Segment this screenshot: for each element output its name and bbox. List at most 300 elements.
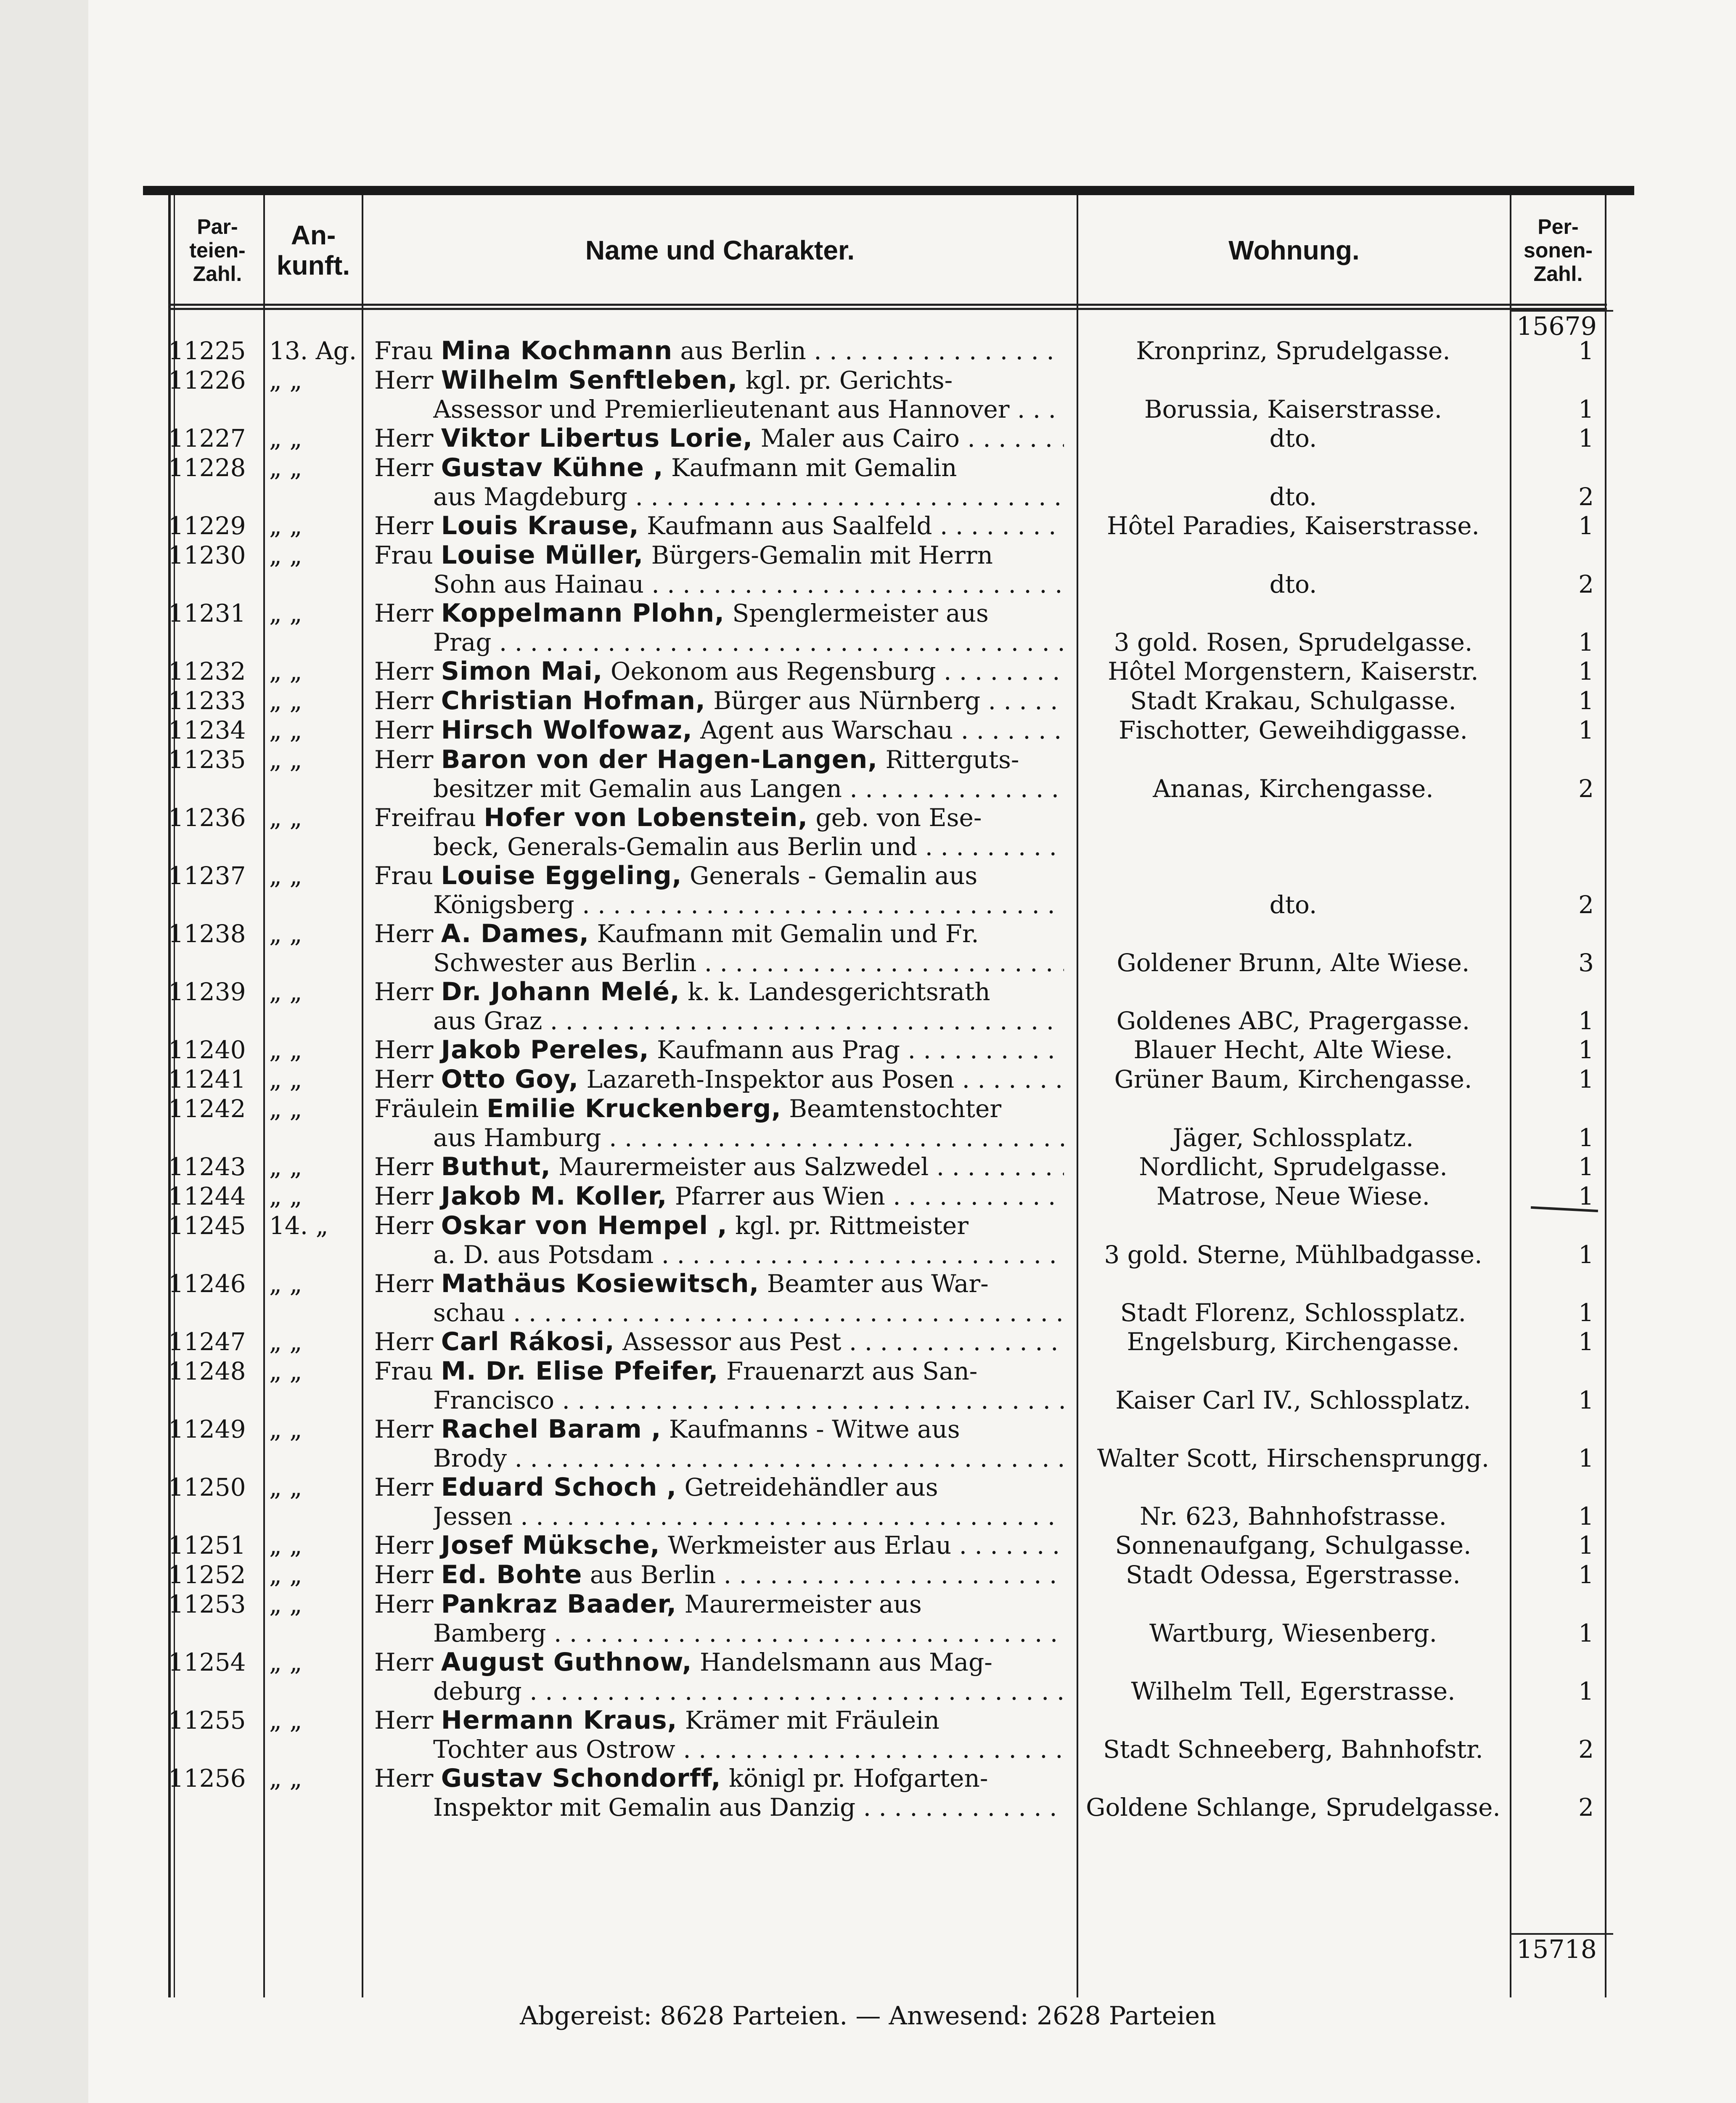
party-number: 11239 [168,977,246,1006]
guest-name: A. Dames, [441,919,590,948]
party-number: 11228 [168,453,246,482]
guest-description: Maler aus Cairo [760,424,960,453]
arrival-date: „ „ [269,541,302,569]
guest-name-line [374,511,1064,540]
guest-name: Eduard Schoch , [441,1473,677,1502]
party-number: 11254 [168,1648,246,1677]
anwesend-label: Anwesend: [889,2001,1029,2031]
guest-name-line [374,1415,1064,1444]
party-number: 11248 [168,1357,246,1385]
guest-name-line [374,453,1064,482]
salutation: Herr [374,919,434,948]
guest-description: Bürger aus Nürnberg [713,686,981,715]
party-number: 11229 [168,511,246,540]
arrival-date: „ „ [269,1182,302,1210]
arrival-date: „ „ [269,1590,302,1618]
lodging-address: dto. [1269,424,1317,453]
guest-name-line [374,1036,1064,1065]
guest-description: aus Berlin [590,1560,716,1589]
arrival-date: 14. „ [269,1211,328,1240]
table-row [0,1764,1736,1822]
table-row [0,1706,1736,1764]
lodging-address: Jäger, Schlossplatz. [1172,1123,1414,1152]
salutation: Herr [374,599,434,628]
person-count: 1 [1578,1152,1594,1181]
guest-description: geb. von Ese- [815,803,982,832]
salutation: Herr [374,1269,434,1298]
salutation: Frau [374,541,433,569]
person-count: 1 [1578,1444,1594,1473]
arrival-date: „ „ [269,1357,302,1385]
guest-name: Carl Rákosi, [441,1327,615,1356]
party-number: 11250 [168,1473,246,1502]
salutation: Herr [374,1036,434,1064]
lodging-address: Ananas, Kirchengasse. [1153,774,1434,803]
salutation: Herr [374,1473,434,1502]
lodging-address: Stadt Odessa, Egerstrasse. [1126,1560,1461,1589]
table-row [0,1415,1736,1473]
arrival-date: „ „ [269,1036,302,1064]
salutation: Herr [374,1590,434,1618]
lodging-address: Nr. 623, Bahnhofstrasse. [1140,1502,1447,1531]
guest-name-line [374,1648,1064,1677]
table-row [0,599,1736,657]
table-row [0,1590,1736,1648]
arrival-date: „ „ [269,1473,302,1502]
guest-description: Handelsmann aus Mag- [700,1648,992,1677]
lodging-address: 3 gold. Rosen, Sprudelgasse. [1114,628,1473,657]
salutation: Herr [374,977,434,1006]
lodging-address: Kaiser Carl IV., Schlossplatz. [1115,1386,1471,1414]
guest-name-line [374,1065,1064,1094]
salutation: Herr [374,453,434,482]
guest-name-line [374,657,1064,686]
table-row [0,541,1736,599]
person-count: 2 [1578,774,1594,803]
guest-description: Kaufmanns - Witwe aus [669,1415,960,1443]
abgereist-value: 8628 Parteien. [660,2001,848,2031]
person-count: 1 [1578,628,1594,657]
salutation: Fräulein [374,1094,479,1123]
person-count: 2 [1578,890,1594,919]
guest-description: Werkmeister aus Erlau [667,1531,952,1560]
lodging-address: Matrose, Neue Wiese. [1156,1182,1430,1210]
guest-name: Mathäus Kosiewitsch, [441,1269,760,1298]
guest-description: Maurermeister aus [684,1590,922,1618]
guest-description-continued: Königsberg . . . [433,890,1064,919]
guest-name-line [374,1357,1064,1386]
guest-description: Kaufmann mit Gemalin [671,453,957,482]
arrival-date: 13. Ag. [269,336,357,365]
header-ankunft: An- kunft. [276,220,350,281]
guest-description-continued: Inspektor mit Gemalin aus Danzig . . . [433,1793,1064,1822]
arrival-date: „ „ [269,1706,302,1735]
guest-name-line [374,803,1064,832]
lodging-address: Wartburg, Wiesenberg. [1149,1619,1437,1647]
separator-dash: — [855,2001,881,2031]
salutation: Freifrau [374,803,476,832]
guest-name-line [374,366,1064,395]
guest-name: Viktor Libertus Lorie, [441,424,753,453]
person-count: 1 [1578,511,1594,540]
salutation: Herr [374,745,434,774]
guest-description-continued: a. D. aus Potsdam . . . [433,1240,1064,1269]
guest-name: Hirsch Wolfowaz, [441,716,693,745]
guest-name: Otto Goy, [441,1065,579,1094]
party-number: 11234 [168,716,246,744]
guest-name: Jakob M. Koller, [441,1182,667,1211]
guest-description: aus Berlin [680,336,806,365]
party-number: 11233 [168,686,246,715]
guest-name: Oskar von Hempel , [441,1211,728,1240]
arrival-date: „ „ [269,366,302,395]
guest-description: Getreidehändler aus [684,1473,938,1502]
guest-name-line [374,1764,1064,1793]
guest-description-continued: aus Magdeburg . . . [433,482,1064,511]
guest-name: Emilie Kruckenberg, [487,1094,781,1123]
table-row [0,1094,1736,1152]
person-count: 1 [1578,1123,1594,1152]
lodging-address: dto. [1269,482,1317,511]
guest-name: Louise Eggeling, [441,861,682,890]
guest-description-continued: Sohn aus Hainau . . . [433,570,1064,599]
party-number: 11249 [168,1415,246,1443]
salutation: Herr [374,1648,434,1677]
person-count: 1 [1578,1386,1594,1414]
party-number: 11246 [168,1269,246,1298]
person-count: 1 [1578,1502,1594,1531]
arrival-date: „ „ [269,511,302,540]
party-number: 11253 [168,1590,246,1618]
table-row [0,1648,1736,1706]
salutation: Herr [374,686,434,715]
guest-name-line [374,716,1064,745]
guest-description: Kaufmann aus Saalfeld [647,511,932,540]
guest-description: kgl. pr. Gerichts- [745,366,953,395]
guest-name: Josef Müksche, [441,1531,660,1560]
summary-footer [0,2001,1736,2031]
guest-description-continued: schau . . . [433,1298,1064,1327]
lodging-address: Blauer Hecht, Alte Wiese. [1133,1036,1453,1064]
table-row [0,1269,1736,1327]
party-number: 11243 [168,1152,246,1181]
guest-name-line [374,541,1064,570]
party-number: 11231 [168,599,246,628]
guest-name-line [374,599,1064,628]
lodging-address: Hôtel Morgenstern, Kaiserstr. [1108,657,1479,686]
lodging-address: Walter Scott, Hirschensprungg. [1097,1444,1490,1473]
salutation: Herr [374,657,434,686]
header-name-und-charakter: Name und Charakter. [585,235,855,265]
lodging-address: dto. [1269,890,1317,919]
lodging-address: Stadt Krakau, Schulgasse. [1130,686,1456,715]
salutation: Herr [374,1152,434,1181]
person-count: 1 [1578,686,1594,715]
guest-name-line [374,1182,1064,1211]
arrival-date: „ „ [269,861,302,890]
party-number: 11251 [168,1531,246,1560]
party-number: 11245 [168,1211,246,1240]
arrival-date: „ „ [269,686,302,715]
lodging-address: Grüner Baum, Kirchengasse. [1114,1065,1472,1094]
guest-description: königl pr. Hofgarten- [729,1764,988,1793]
arrival-date: „ „ [269,424,302,453]
arrival-date: „ „ [269,453,302,482]
person-count: 1 [1578,1182,1594,1210]
salutation: Frau [374,861,433,890]
lodging-address: Goldener Brunn, Alte Wiese. [1117,948,1470,977]
party-number: 11247 [168,1327,246,1356]
person-count: 2 [1578,1735,1594,1764]
abgereist-label: Abgereist: [520,2001,652,2031]
guest-description: k. k. Landesgerichtsrath [688,977,990,1006]
guest-description: Krämer mit Fräulein [685,1706,939,1735]
person-count: 1 [1578,657,1594,686]
header-personen-zahl: Per- sonen- Zahl. [1524,215,1593,286]
person-count: 1 [1578,716,1594,744]
table-row [0,861,1736,919]
person-count: 1 [1578,1298,1594,1327]
lodging-address: Stadt Florenz, Schlossplatz. [1120,1298,1466,1327]
arrival-date: „ „ [269,919,302,948]
salutation: Herr [374,1531,434,1560]
guest-name-line [374,1590,1064,1619]
guest-description: Bürgers-Gemalin mit Herrn [651,541,993,569]
salutation: Herr [374,1706,434,1735]
arrival-date: „ „ [269,657,302,686]
person-count: 1 [1578,336,1594,365]
lodging-address: Sonnenaufgang, Schulgasse. [1115,1531,1471,1560]
person-count: 2 [1578,482,1594,511]
guest-name: August Guthnow, [441,1648,692,1677]
salutation: Frau [374,1357,433,1385]
party-number: 11227 [168,424,246,453]
guest-description-continued: Assessor und Premierlieutenant aus Hannover . . . [433,395,1064,424]
guest-name-line [374,1327,1064,1356]
lodging-address: Goldene Schlange, Sprudelgasse. [1086,1793,1500,1822]
arrival-date: „ „ [269,1094,302,1123]
person-count: 3 [1578,948,1594,977]
person-count: 1 [1578,1677,1594,1706]
guest-name-line [374,1094,1064,1123]
table-row [0,1473,1736,1531]
arrival-date: „ „ [269,803,302,832]
person-count: 1 [1578,1619,1594,1647]
person-count: 1 [1578,1531,1594,1560]
guest-description-continued: Prag . . . [433,628,1064,657]
person-count: 1 [1578,1560,1594,1589]
party-number: 11225 [168,336,246,365]
salutation: Herr [374,1415,434,1443]
party-number: 11240 [168,1036,246,1064]
guest-description: Beamter aus War- [767,1269,989,1298]
table-row [0,977,1736,1036]
guest-name: Louise Müller, [441,541,644,570]
anwesend-value: 2628 Parteien [1036,2001,1216,2031]
party-number: 11238 [168,919,246,948]
guest-description: Kaufmann aus Prag [657,1036,900,1064]
guest-description: Spenglermeister aus [732,599,989,628]
party-number: 11252 [168,1560,246,1589]
table-row [0,919,1736,977]
arrival-date: „ „ [269,599,302,628]
header-parteien-zahl: Par- teien- Zahl. [189,215,246,286]
salutation: Herr [374,1182,434,1210]
salutation: Herr [374,1065,434,1094]
guest-name-line [374,1531,1064,1560]
party-number: 11232 [168,657,246,686]
guest-description-continued: Bamberg . . . [433,1619,1064,1648]
salutation: Herr [374,424,434,453]
table-row [0,803,1736,861]
arrival-date: „ „ [269,1415,302,1443]
guest-name-line [374,1706,1064,1735]
table-row [0,1357,1736,1415]
guest-name: Hofer von Lobenstein, [484,803,808,832]
guest-description: Pfarrer aus Wien [675,1182,885,1210]
person-count: 1 [1578,1240,1594,1269]
guest-name: Pankraz Baader, [441,1590,677,1619]
party-number: 11241 [168,1065,246,1094]
guest-description-continued: Francisco . . . [433,1386,1064,1415]
arrival-date: „ „ [269,1531,302,1560]
salutation: Frau [374,336,433,365]
arrival-date: „ „ [269,1327,302,1356]
guest-name: Wilhelm Senftleben, [441,366,738,395]
guest-name: Simon Mai, [441,657,603,686]
salutation: Herr [374,511,434,540]
party-number: 11244 [168,1182,246,1210]
salutation: Herr [374,1211,434,1240]
guest-name: Rachel Baram , [441,1415,662,1444]
guest-description-continued: aus Hamburg . . . [433,1123,1064,1152]
guest-description: Frauenarzt aus San- [726,1357,978,1385]
guest-name: M. Dr. Elise Pfeifer, [441,1357,719,1386]
guest-description: Assessor aus Pest [622,1327,842,1356]
guest-name: Baron von der Hagen-Langen, [441,745,878,774]
guest-name: Jakob Pereles, [441,1036,649,1065]
party-number: 11235 [168,745,246,774]
lodging-address: dto. [1269,570,1317,599]
guest-name-line [374,1473,1064,1502]
carry-in-total: 15679 [1510,310,1613,341]
table-row [0,1211,1736,1269]
lodging-address: Engelsburg, Kirchengasse. [1127,1327,1460,1356]
guest-description-continued: Schwester aus Berlin . . . [433,948,1064,977]
salutation: Herr [374,366,434,395]
person-count: 1 [1578,1065,1594,1094]
guest-name-line [374,1211,1064,1240]
guest-name-line [374,861,1064,890]
salutation: Herr [374,716,434,744]
guest-name: Gustav Schondorff, [441,1764,721,1793]
guest-name-line [374,745,1064,774]
arrival-date: „ „ [269,716,302,744]
person-count: 1 [1578,424,1594,453]
party-number: 11242 [168,1094,246,1123]
arrival-date: „ „ [269,1648,302,1677]
person-count: 2 [1578,1793,1594,1822]
lodging-address: Goldenes ABC, Pragergasse. [1116,1006,1470,1035]
party-number: 11236 [168,803,246,832]
guest-name: Ed. Bohte [441,1560,582,1589]
arrival-date: „ „ [269,1065,302,1094]
guest-name: Hermann Kraus, [441,1706,677,1735]
guest-name-line [374,686,1064,715]
salutation: Herr [374,1764,434,1793]
arrival-date: „ „ [269,745,302,774]
header-wohnung: Wohnung. [1228,235,1360,265]
guest-name: Christian Hofman, [441,686,706,715]
arrival-date: „ „ [269,977,302,1006]
person-count: 1 [1578,1036,1594,1064]
guest-description-continued: besitzer mit Gemalin aus Langen . . . [433,774,1064,803]
guest-name-line [374,1560,1064,1589]
party-number: 11230 [168,541,246,569]
arrival-date: „ „ [269,1269,302,1298]
lodging-address: 3 gold. Sterne, Mühlbadgasse. [1104,1240,1482,1269]
guest-description: kgl. pr. Rittmeister [735,1211,969,1240]
guest-description: Oekonom aus Regensburg [610,657,936,686]
guest-description-continued: Brody . . . [433,1444,1064,1473]
arrival-date: „ „ [269,1764,302,1793]
person-count: 1 [1578,1327,1594,1356]
guest-description: Beamtenstochter [789,1094,1002,1123]
guest-description: Generals - Gemalin aus [689,861,978,890]
guest-name-line [374,424,1064,453]
guest-description: Kaufmann mit Gemalin und Fr. [597,919,979,948]
guest-name: Dr. Johann Melé, [441,977,680,1006]
guest-description-continued: Tochter aus Ostrow . . . [433,1735,1064,1764]
lodging-address: Wilhelm Tell, Egerstrasse. [1131,1677,1455,1706]
table-row [0,745,1736,803]
lodging-address: Borussia, Kaiserstrasse. [1144,395,1442,424]
person-count: 1 [1578,395,1594,424]
lodging-address: Fischotter, Geweihdiggasse. [1119,716,1468,744]
lodging-address: Nordlicht, Sprudelgasse. [1139,1152,1448,1181]
guest-name: Louis Krause, [441,511,639,540]
guest-description: Ritterguts- [885,745,1019,774]
lodging-address: Hôtel Paradies, Kaiserstrasse. [1106,511,1479,540]
salutation: Herr [374,1560,434,1589]
party-number: 11255 [168,1706,246,1735]
guest-description: Maurermeister aus Salzwedel [558,1152,929,1181]
party-number: 11237 [168,861,246,890]
guest-description-continued: beck, Generals-Gemalin aus Berlin und . . . [433,832,1064,861]
person-count: 1 [1578,1006,1594,1035]
arrival-date: „ „ [269,1152,302,1181]
guest-name-line [374,1269,1064,1298]
guest-description: Agent aus Warschau [700,716,953,744]
guest-name-line [374,1152,1064,1181]
table-row [0,453,1736,511]
carry-out-total: 15718 [1510,1933,1613,1964]
party-number: 11226 [168,366,246,395]
table-row [0,366,1736,424]
salutation: Herr [374,1327,434,1356]
guest-name: Buthut, [441,1152,551,1181]
guest-name-line [374,977,1064,1006]
guest-description-continued: deburg . . . [433,1677,1064,1706]
party-number: 11256 [168,1764,246,1793]
guest-description: Lazareth-Inspektor aus Posen [586,1065,955,1094]
guest-name: Mina Kochmann [441,336,673,366]
guest-description-continued: Jessen . . . [433,1502,1064,1531]
lodging-address: Stadt Schneeberg, Bahnhofstr. [1103,1735,1483,1764]
guest-name-line [374,336,1064,366]
person-count: 2 [1578,570,1594,599]
guest-name-line [374,919,1064,948]
